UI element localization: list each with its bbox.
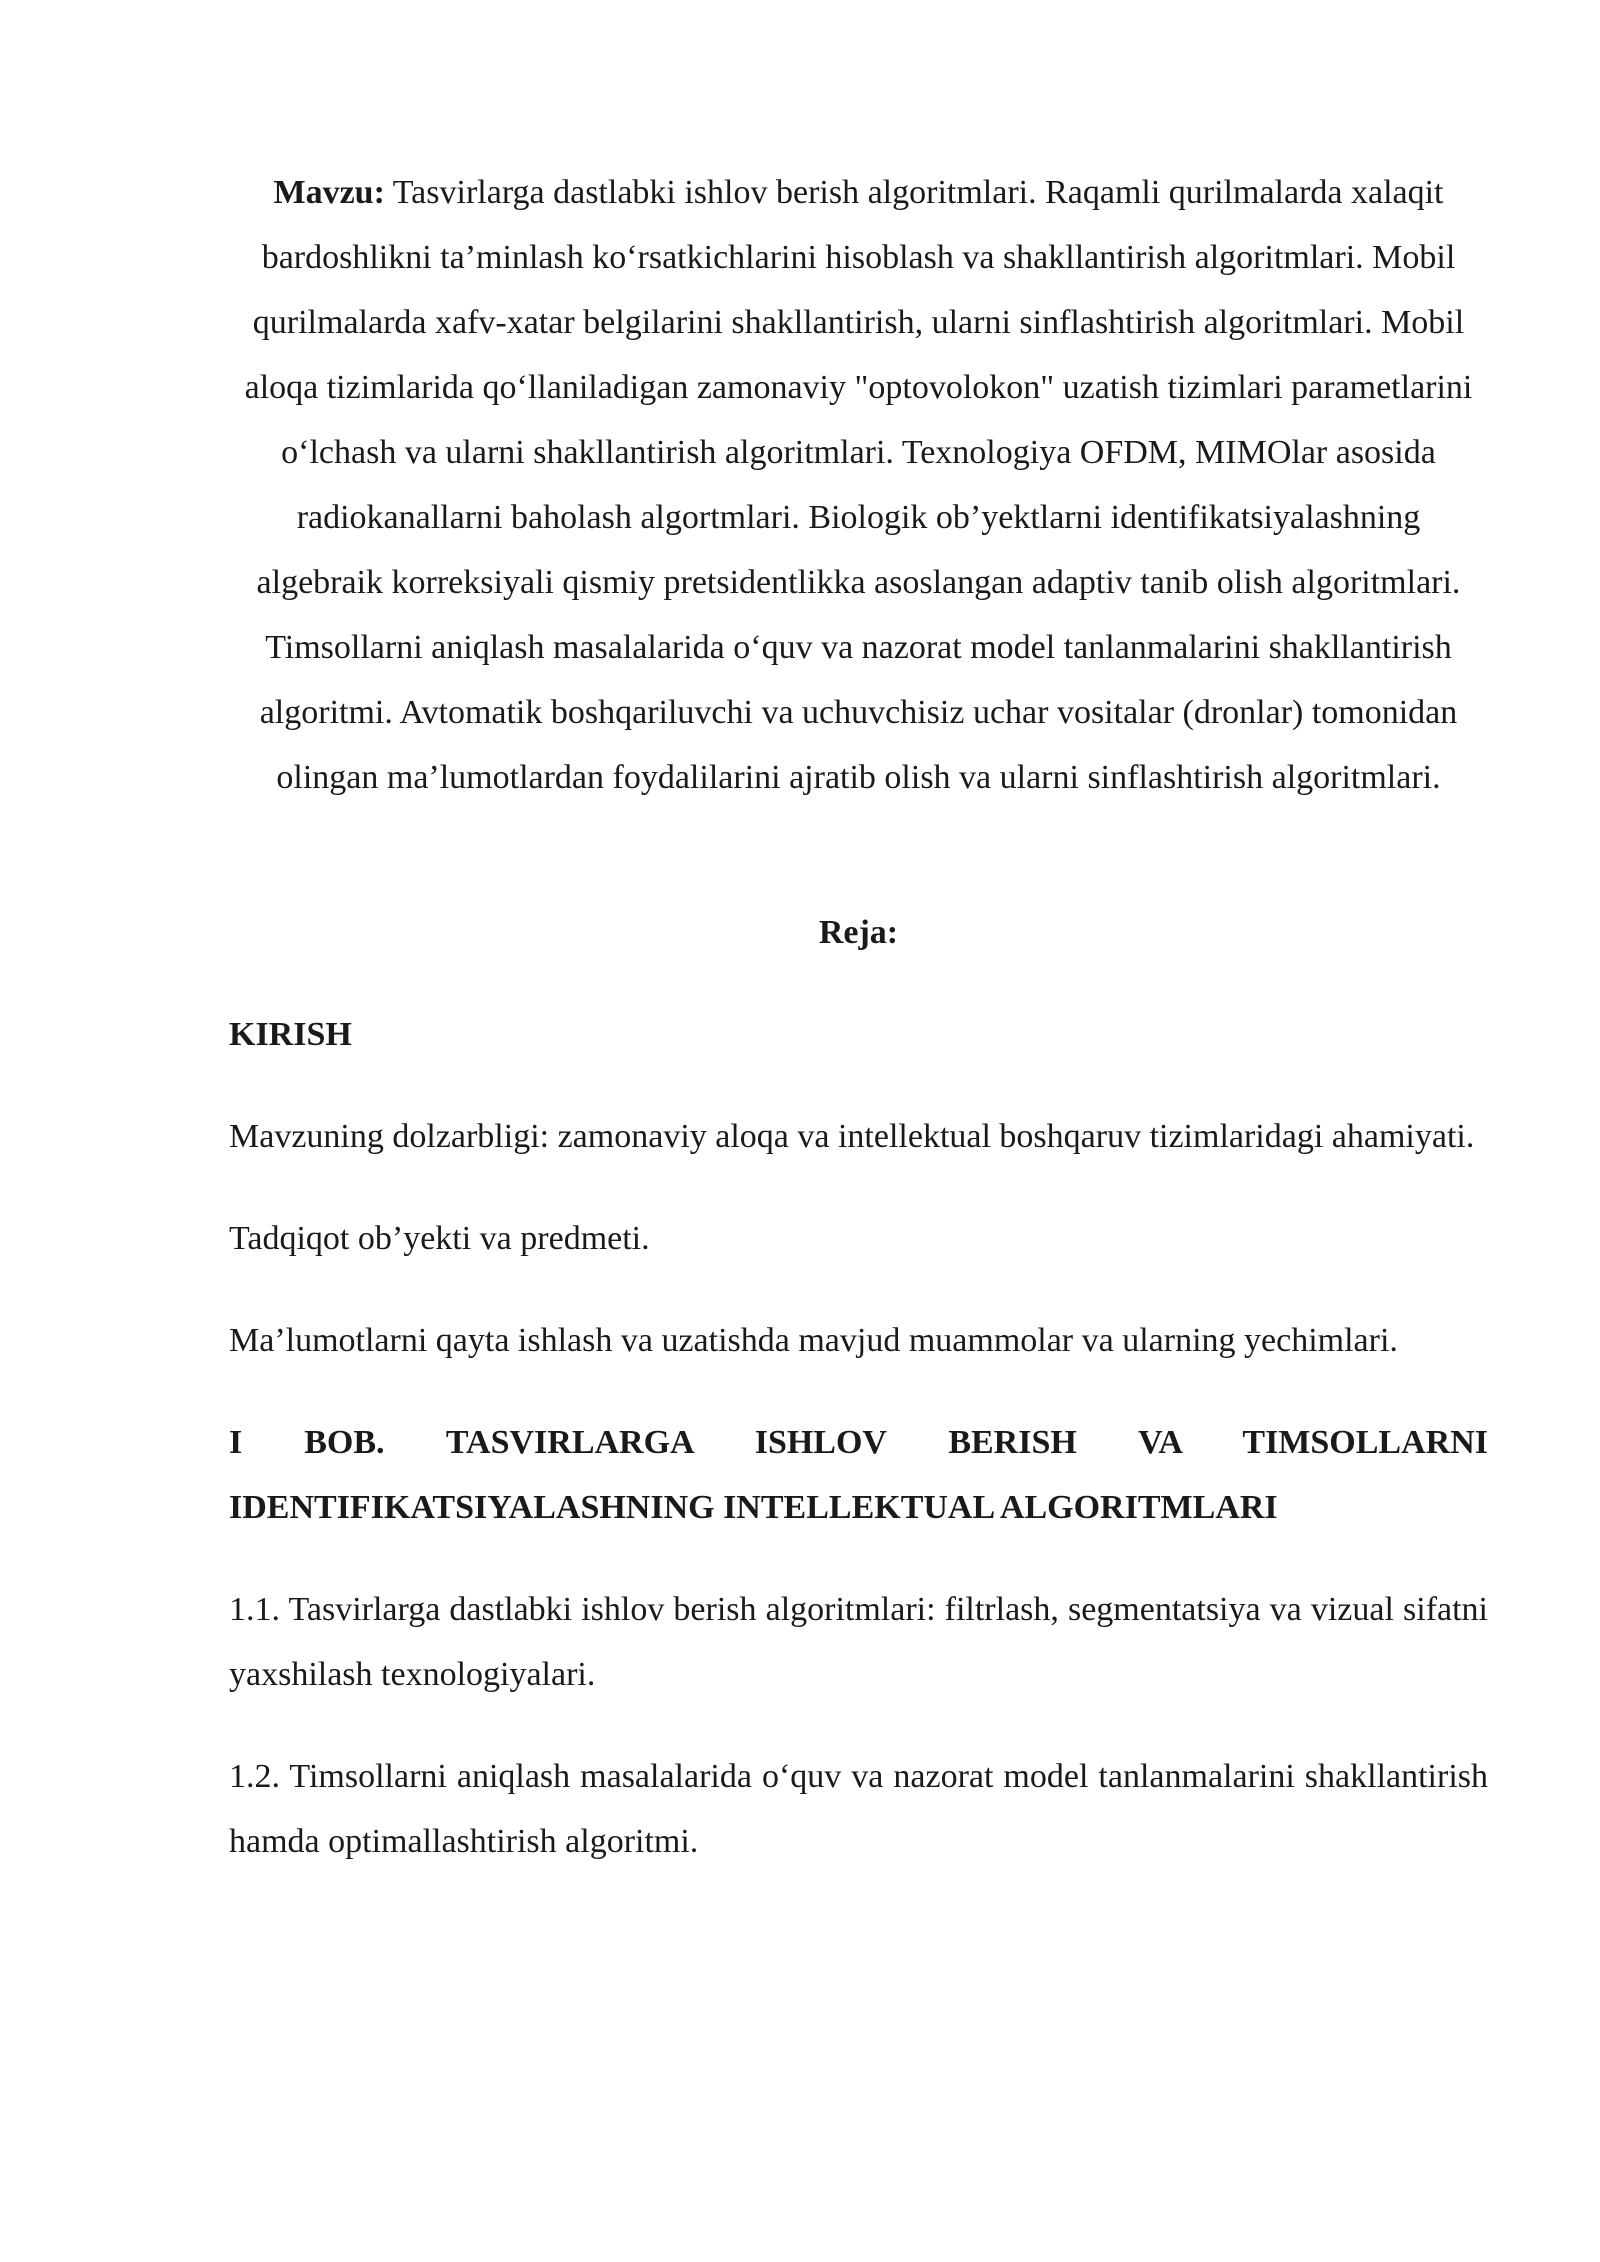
plan-heading: Reja: xyxy=(818,914,899,951)
chapter-1-heading xyxy=(229,1410,1488,1540)
introduction-item-object: Tadqiqot ob’yekti va predmeti. xyxy=(229,1220,650,1257)
chapter-1-title-line-1: I BOB. TASVIRLARGA ISHLOV BERISH VA TIMSOLLARNI xyxy=(229,1424,1488,1461)
document-page xyxy=(229,160,1488,1874)
introduction-item-relevance: Mavzuning dolzarbligi: zamonaviy aloqa va intellektual boshqaruv tizimlaridagi ahamiyati. xyxy=(229,1118,1475,1155)
topic-label: Mavzu: xyxy=(273,174,385,211)
section-1-2: 1.2. Timsollarni aniqlash masalalarida o‘quv va nazorat model tanlanmalarini shakllantirish hamda optimallashtirish algoritmi. xyxy=(229,1758,1488,1860)
section-1-1: 1.1. Tasvirlarga dastlabki ishlov berish algoritmlari: filtrlash, segmentatsiya va vizual sifatni yaxshilash texnologiyalari. xyxy=(229,1591,1488,1693)
chapter-1-title-line-2: IDENTIFIKATSIYALASHNING INTELLEKTUAL ALGORITMLARI xyxy=(229,1489,1278,1526)
topic-text: Tasvirlarga dastlabki ishlov berish algoritmlari. Raqamli qurilmalarda xalaqit bardoshlikni ta’minlash ko‘rsatkichlarini hisoblash va shakllantirish algoritmlari. Mobil qurilmalarda xafv-xatar belgilarini shakllantirish, ularni sinflashtirish algoritmlari. Mobil aloqa tizimlarida qo‘llaniladigan zamonaviy "optovolokon" uzatish tizimlari parametlarini o‘lchash va ularni shakllantirish algoritmlari. Texnologiya OFDM, MIMOlar asosida radiokanallarni baholash algortmlari. Biologik ob’yektlarni identifikatsiyalashning algebraik korreksiyali qismiy pretsidentlikka asoslangan adaptiv tanib olish algoritmlari. Timsollarni aniqlash masalalarida o‘quv va nazorat model tanlanmalarini shakllantirish algoritmi. Avtomatik boshqariluvchi va uchuvchisiz uchar vositalar (dronlar) tomonidan olingan ma’lumotlardan foydalilarini ajratib olish va ularni sinflashtirish algoritmlari. xyxy=(244,174,1473,796)
introduction-item-problems: Ma’lumotlarni qayta ishlash va uzatishda mavjud muammolar va ularning yechimlari. xyxy=(229,1322,1398,1359)
topic-paragraph xyxy=(229,160,1488,810)
introduction-heading: KIRISH xyxy=(229,1016,352,1053)
